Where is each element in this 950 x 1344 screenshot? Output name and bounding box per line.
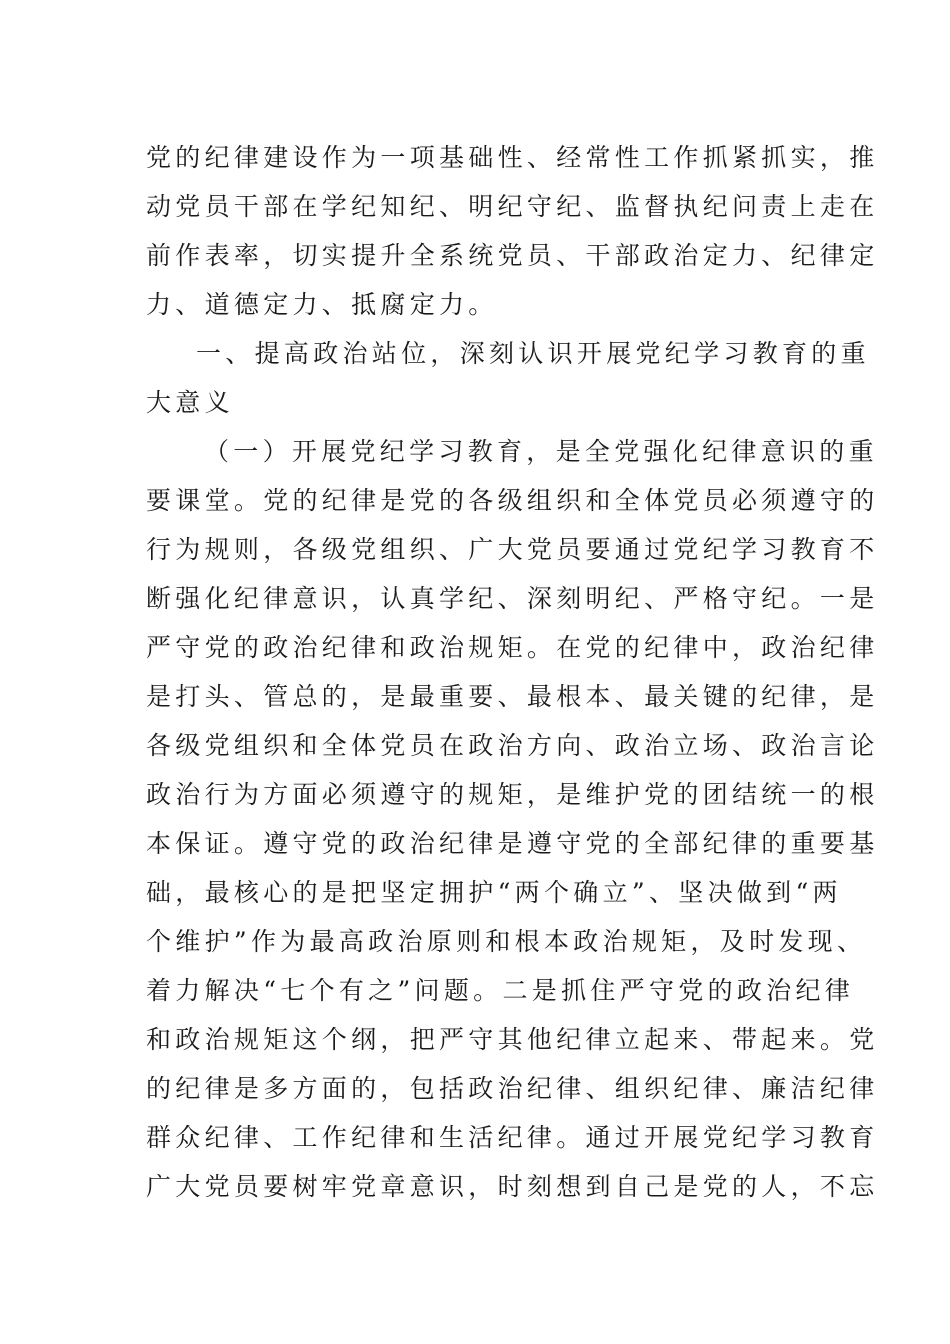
- text-line: 和政治规矩这个纲，把严守其他纪律立起来、带起来。党: [146, 1025, 879, 1054]
- text-line: 是打头、管总的，是最重要、最根本、最关键的纪律，是: [146, 682, 879, 711]
- text-line: 动党员干部在学纪知纪、明纪守纪、监督执纪问责上走在: [146, 192, 879, 221]
- section-heading-continued: 大意义: [146, 388, 234, 417]
- text-line: 群众纪律、工作纪律和生活纪律。通过开展党纪学习教育: [146, 1123, 879, 1152]
- text-line: 断强化纪律意识，认真学纪、深刻明纪、严格守纪。一是: [146, 584, 879, 613]
- section-heading: 一、提高政治站位，深刻认识开展党纪学习教育的重: [196, 339, 870, 368]
- text-line: 要课堂。党的纪律是党的各级组织和全体党员必须遵守的: [146, 486, 879, 515]
- text-line: 着力解决“七个有之”问题。二是抓住严守党的政治纪律: [146, 976, 855, 1005]
- text-line: 前作表率，切实提升全系统党员、干部政治定力、纪律定: [146, 241, 879, 270]
- text-line: 广大党员要树牢党章意识，时刻想到自己是党的人，不忘: [146, 1172, 879, 1201]
- text-line: 行为规则，各级党组织、广大党员要通过党纪学习教育不: [146, 535, 879, 564]
- text-line: 础，最核心的是把坚定拥护“两个确立”、坚决做到“两: [146, 878, 842, 907]
- text-line: 的纪律是多方面的，包括政治纪律、组织纪律、廉洁纪律: [146, 1074, 879, 1103]
- text-line: 个维护”作为最高政治原则和根本政治规矩，及时发现、: [146, 927, 867, 956]
- text-line: 政治行为方面必须遵守的规矩，是维护党的团结统一的根: [146, 780, 879, 809]
- text-line: 力、道德定力、抵腐定力。: [146, 290, 498, 319]
- text-line: 党的纪律建设作为一项基础性、经常性工作抓紧抓实，推: [146, 143, 879, 172]
- text-line: 各级党组织和全体党员在政治方向、政治立场、政治言论: [146, 731, 879, 760]
- text-line: 本保证。遵守党的政治纪律是遵守党的全部纪律的重要基: [146, 829, 879, 858]
- subsection-heading: （一）开展党纪学习教育，是全党强化纪律意识的重: [204, 437, 878, 466]
- text-line: 严守党的政治纪律和政治规矩。在党的纪律中，政治纪律: [146, 633, 879, 662]
- document-body: [146, 133, 879, 1211]
